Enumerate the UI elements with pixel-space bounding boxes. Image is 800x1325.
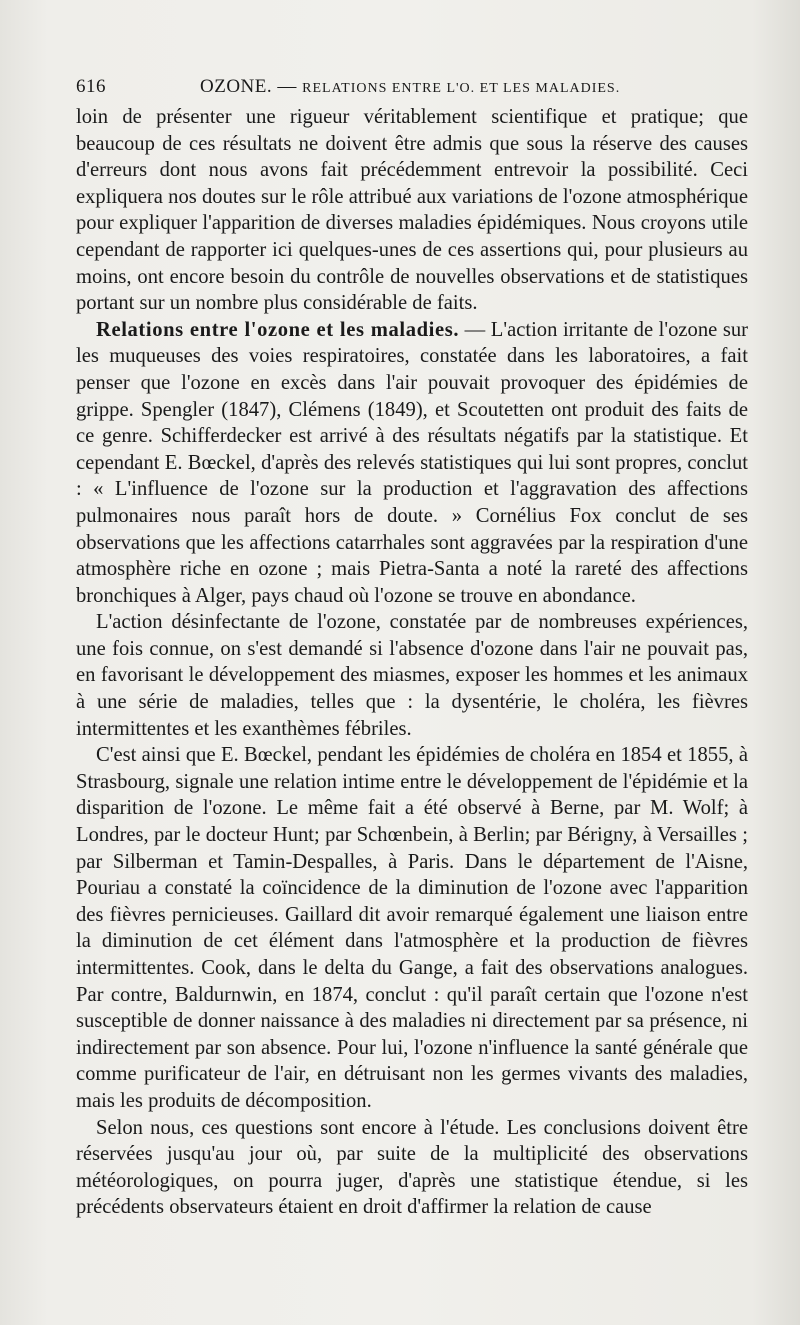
section-heading: Relations entre l'ozone et les maladies. <box>96 318 460 341</box>
running-head-main: OZONE. — <box>200 76 303 97</box>
paragraph: L'action désinfectante de l'ozone, constatée par de nombreuses expériences, une fois connue, on s'est demandé si l'absence d'ozone dans l'air ne pouvait pas, en favorisant le développement des miasmes, exposer les hommes et les animaux à une série de maladies, telles que : la dysentérie, le choléra, les fièvres intermittentes et les exanthèmes fébriles. <box>76 611 748 740</box>
paragraph-text: — L'action irritante de l'ozone sur les muqueuses des voies respiratoires, constatée dans les laboratoires, a fait penser que l'ozone en excès dans l'air pouvait provoquer des épidémies de grippe. Spengler (1847), Clémens (1849), et Scoutetten ont produit des faits de ce genre. Schifferdecker est arrivé à des résultats négatifs par la statistique. Et cependant E. Bœckel, d'après des relevés statistiques qui lui sont propres, conclut : « L'influence de l'ozone sur la production et l'aggravation des affections pulmonaires nous paraît hors de doute. » Cornélius Fox conclut de ses observations que les affections catarrhales sont aggravées par la respiration d'une atmosphère riche en ozone ; mais Pietra-Santa a noté la rareté des affections bronchiques à Alger, pays chaud où l'ozone se trouve en abondance. <box>76 318 748 607</box>
paragraph-section-start <box>76 317 748 610</box>
running-head <box>200 76 620 98</box>
paragraph: Selon nous, ces questions sont encore à l'étude. Les conclusions doivent être réservées jusqu'au jour où, par suite de la multiplicité des observations météorologiques, on pourra juger, d'après une statistique étendue, si les précédents observateurs étaient en droit d'affirmer la relation de cause <box>76 1116 748 1219</box>
page-number: 616 <box>76 76 106 97</box>
paragraph: C'est ainsi que E. Bœckel, pendant les épidémies de choléra en 1854 et 1855, à Strasbourg, signale une relation intime entre le développement de l'épidémie et la disparition de l'ozone. Le même fait a été observé à Berne, par M. Wolf; à Londres, par le docteur Hunt; par Schœnbein, à Berlin; par Bérigny, à Versailles ; par Silberman et Tamin-Despalles, à Paris. Dans le département de l'Aisne, Pouriau a constaté la coïncidence de la diminution de l'ozone avec l'apparition des fièvres pernicieuses. Gaillard dit avoir remarqué également une liaison entre la diminution de cet élément dans l'atmosphère et la production de fièvres intermittentes. Cook, dans le delta du Gange, a fait des observations analogues. Par contre, Baldurnwin, en 1874, conclut : qu'il paraît certain que l'ozone n'est susceptible de donner naissance à des maladies ni directement par sa présence, ni indirectement par son absence. Pour lui, l'ozone n'influence la santé générale que comme purificateur de l'air, en détruisant non les germes vivants des maladies, mais les produits de décomposition. <box>76 744 748 1112</box>
running-head-smallcaps: RELATIONS ENTRE L'O. ET LES MALADIES. <box>302 81 621 96</box>
body-text <box>76 104 748 1221</box>
page-header <box>76 76 752 102</box>
paragraph-continuation: loin de présenter une rigueur véritablement scientifique et pratique; que beaucoup de ces résultats ne doivent être admis que sous la réserve des causes d'erreurs dont nous avons fait précédemment entrevoir la possibilité. Ceci expliquera nos doutes sur le rôle attribué aux variations de l'ozone atmosphérique pour expliquer l'apparition de diverses maladies épidémiques. Nous croyons utile cependant de rapporter ici quelques-unes de ces assertions qui, pour plusieurs au moins, ont encore besoin du contrôle de nouvelles observations et de statistiques portant sur un nombre plus considérable de faits. <box>76 106 748 315</box>
